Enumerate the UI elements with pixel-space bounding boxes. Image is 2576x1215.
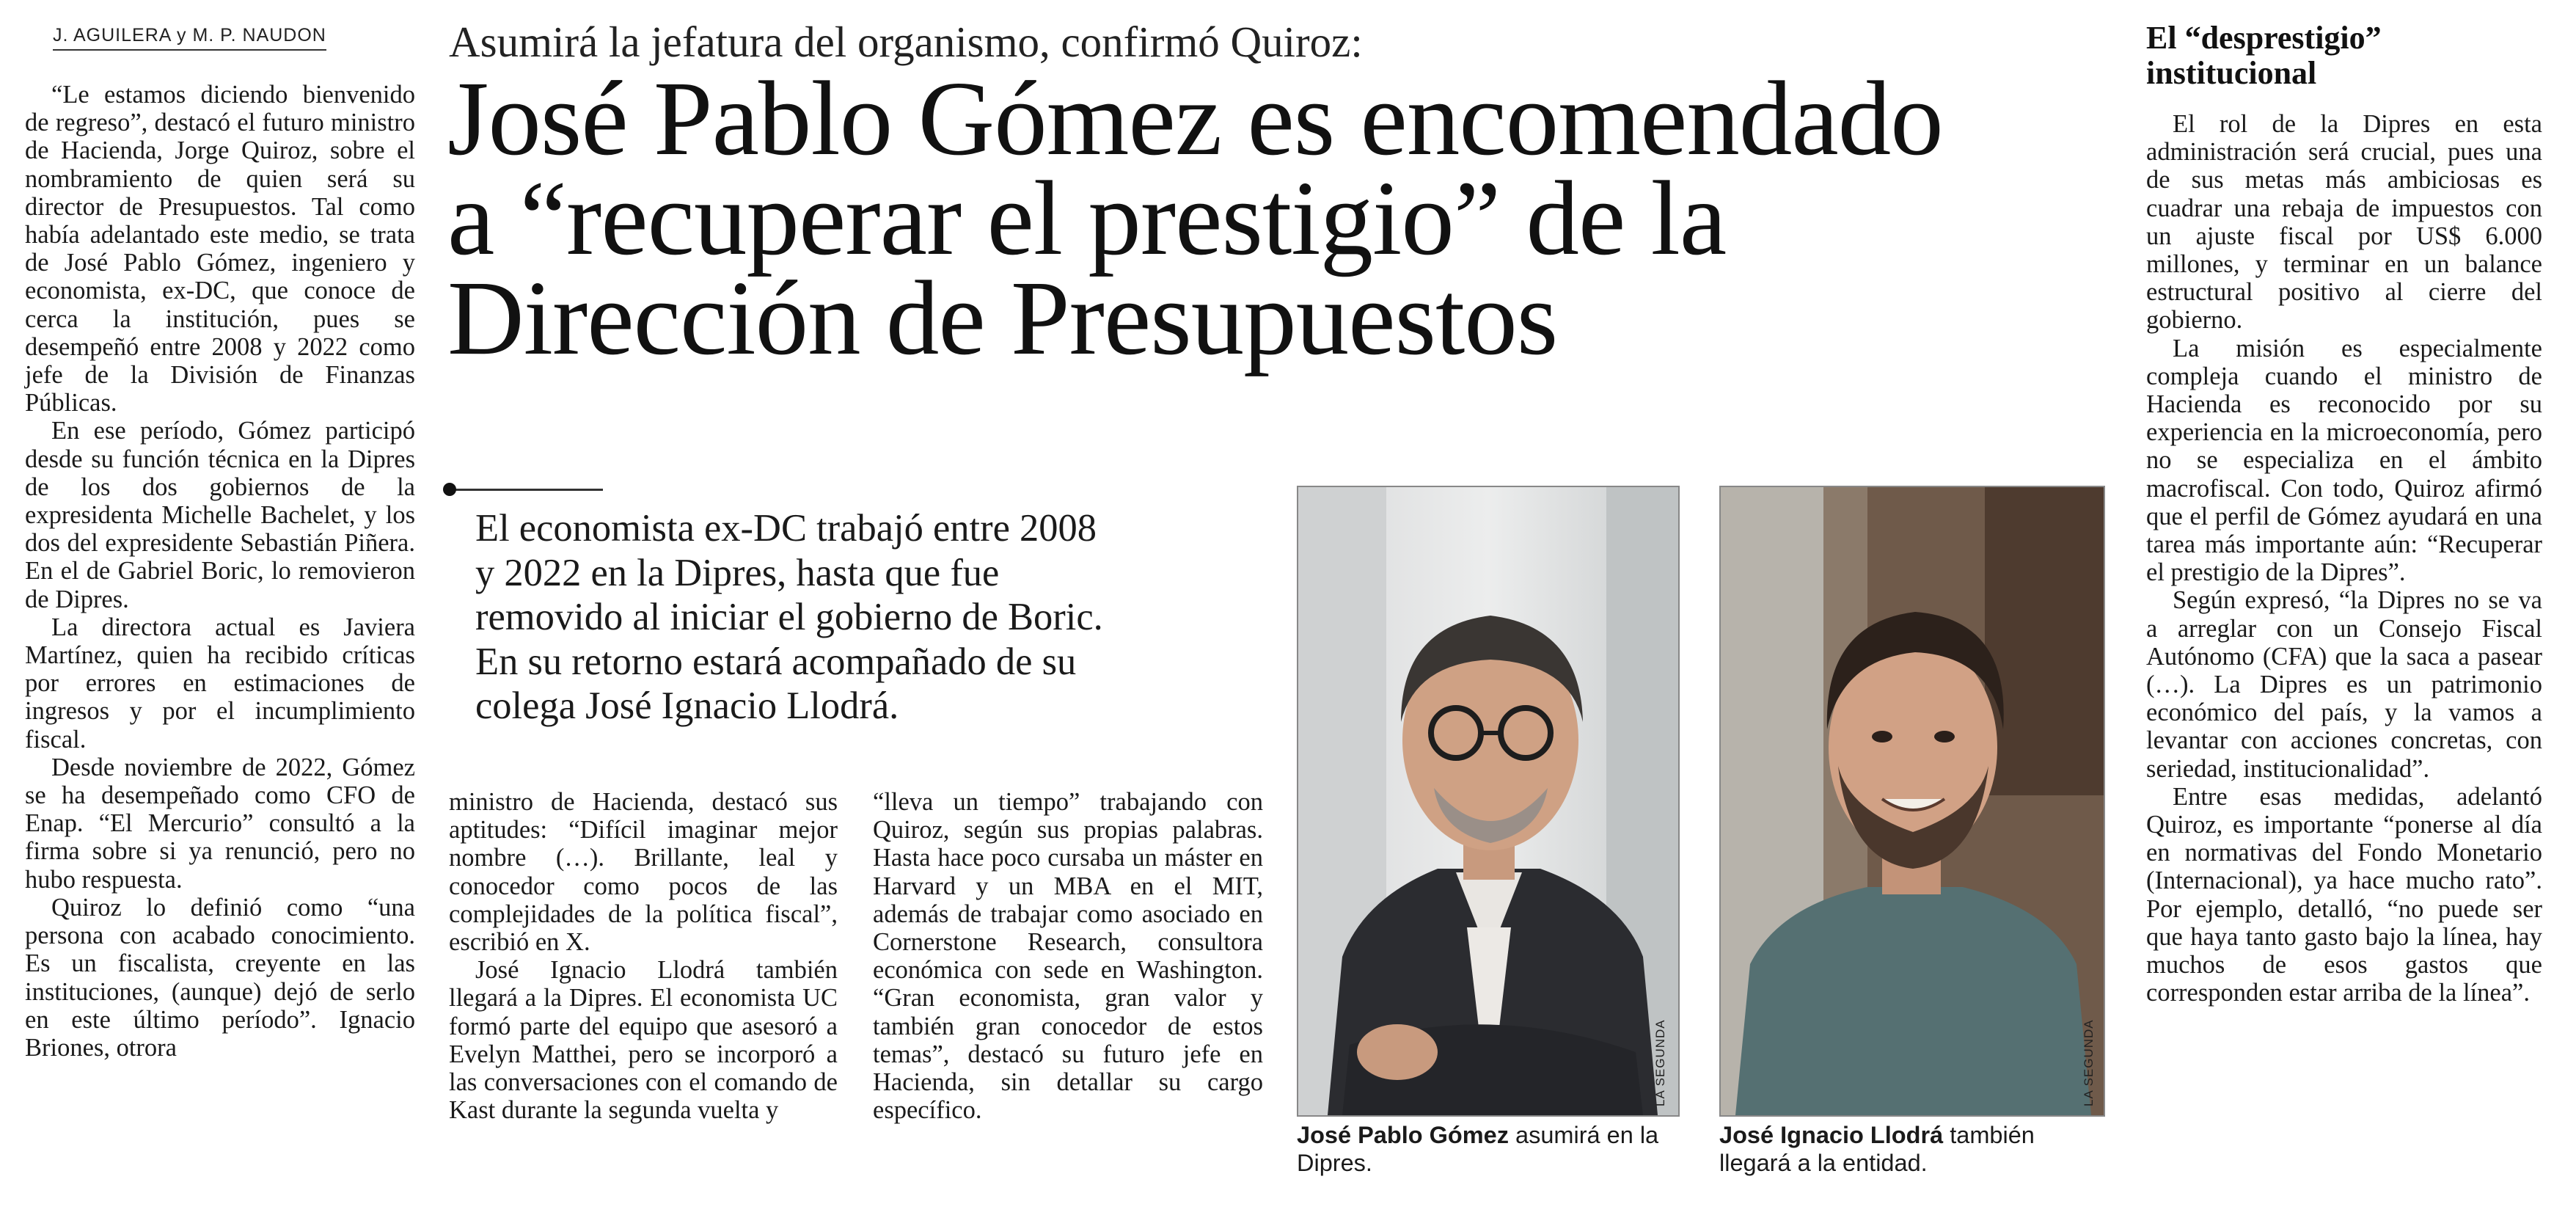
lead-line: En su retorno estará acompañado de su [475, 640, 1077, 683]
paragraph: La misión es especialmente compleja cuando el ministro de Hacienda es reconocido por su experiencia en la microeconomía, pero no se especializa en el ámbito macrofiscal. Con todo, Quiroz afirmó que el perfil de Gómez ayudará en una tarea más importante aún: “Recuperar el prestigio de la Dipres”. [2146, 334, 2542, 587]
paragraph: Según expresó, “la Dipres no se va a arreglar con un Consejo Fiscal Autónomo (CFA) que la saca a pasear (…). La Dipres es un patrimonio económico del país, y la vamos a levantar con acciones concretas, con seriedad, institucionalidad”. [2146, 586, 2542, 783]
lead-paragraph [475, 506, 1253, 729]
paragraph: “Le estamos diciendo bienvenido de regreso”, destacó el futuro ministro de Hacienda, Jorge Quiroz, sobre el nombramiento de quien será su director de Presupuestos. Tal como había adelantado este medio, se trata de José Pablo Gómez, ingeniero y economista, ex-DC, que conoce de cerca la institución, pues se desempeñó entre 2008 y 2022 como jefe de la División de Finanzas Públicas. [25, 81, 415, 417]
lead-line: removido al iniciar el gobierno de Boric. [475, 596, 1103, 638]
lead-line: colega José Ignacio Llodrá. [475, 685, 899, 727]
photo-credit: LA SEGUNDA [1653, 1019, 1667, 1106]
paragraph: La directora actual es Javiera Martínez, quien ha recibido críticas por errores en estimaciones de ingresos y por el incumplimiento fiscal. [25, 613, 415, 754]
sidebar-heading-line: El “desprestigio” [2146, 20, 2382, 56]
photo-jose-pablo-gomez [1297, 486, 1680, 1117]
body-column-3 [873, 788, 1263, 1124]
sidebar-heading-line: institucional [2146, 55, 2317, 91]
paragraph: José Ignacio Llodrá también llegará a la Dipres. El economista UC formó parte del equipo que asesoró a Evelyn Matthei, pero se incorporó a las conversaciones con el comando de Kast durante la segunda vuelta y [449, 956, 838, 1125]
kicker: Asumirá la jefatura del organismo, confirmó Quiroz: [449, 18, 1363, 66]
caption-name: José Pablo Gómez [1297, 1122, 1509, 1148]
body-column-2 [449, 788, 838, 1124]
body-column-1 [25, 81, 415, 1062]
paragraph: El rol de la Dipres en esta administración será crucial, pues una de sus metas más ambiciosas es cuadrar una rebaja de impuestos con un ajuste fiscal por US$ 6.000 millones, y terminar en un balance estructural positivo al cierre del gobierno. [2146, 110, 2542, 335]
lead-line: El economista ex-DC trabajó entre 2008 [475, 507, 1097, 550]
byline: J. AGUILERA y M. P. NAUDON [53, 25, 326, 51]
caption-name: José Ignacio Llodrá [1719, 1122, 1944, 1148]
lead-line: y 2022 en la Dipres, hasta que fue [475, 551, 1000, 594]
paragraph: Quiroz lo definió como “una persona con acabado conocimiento. Es un fiscalista, creyente en las instituciones, (aunque) dejó de serlo en este último período”. Ignacio Briones, otrora [25, 893, 415, 1062]
photo-caption [1297, 1121, 1678, 1177]
paragraph: “lleva un tiempo” trabajando con Quiroz, según sus propias palabras. Hasta hace poco cursaba un máster en Harvard y un MBA en el MIT, además de trabajar como asociado en Cornerstone Research, consultora económica con sede en Washington. “Gran economista, gran valor y también gran conocedor de estos temas”, destacó su futuro jefe en Hacienda, sin detallar su cargo específico. [873, 788, 1263, 1125]
lead-rule [449, 489, 603, 491]
paragraph: ministro de Hacienda, destacó sus aptitudes: “Difícil imaginar mejor nombre (…). Brillante, leal y conocedor como pocos de las complejidades de la política fiscal”, escribió en X. [449, 788, 838, 957]
headline [447, 60, 2105, 377]
paragraph: Desde noviembre de 2022, Gómez se ha desempeñado como CFO de Enap. “El Mercurio” consultó a la firma sobre si ya renunció, pero no hubo respuesta. [25, 753, 415, 894]
photo-caption [1719, 1121, 2102, 1177]
headline-line: a “recuperar el prestigio” de la [447, 160, 1727, 277]
sidebar-column [2146, 110, 2542, 1007]
headline-line: Dirección de Presupuestos [447, 260, 1558, 377]
portrait-image [1298, 487, 1678, 1115]
lead-bullet [443, 483, 456, 496]
caption-text: asumirá en la Dipres. [1297, 1122, 1659, 1176]
headline-line: José Pablo Gómez es encomendado [447, 60, 1943, 178]
sidebar-heading [2146, 21, 2542, 91]
photo-jose-ignacio-llodra [1719, 486, 2105, 1117]
paragraph: En ese período, Gómez participó desde su función técnica en la Dipres de los dos gobiernos de la expresidenta Michelle Bachelet, y los dos del expresidente Sebastián Piñera. En el de Gabriel Boric, lo removieron de Dipres. [25, 417, 415, 613]
paragraph: Entre esas medidas, adelantó Quiroz, es importante “ponerse al día en normativas del Fondo Monetario (Internacional), ya hace mucho rato”. Por ejemplo, detalló, “no puede ser que haya tanto gasto bajo la línea, hay muchos de esos gastos que corresponden estar arriba de la línea”. [2146, 782, 2542, 1007]
photo-credit: LA SEGUNDA [2082, 1019, 2096, 1106]
portrait-image [1721, 487, 2104, 1115]
caption-text: también llegará a la entidad. [1719, 1122, 2035, 1176]
